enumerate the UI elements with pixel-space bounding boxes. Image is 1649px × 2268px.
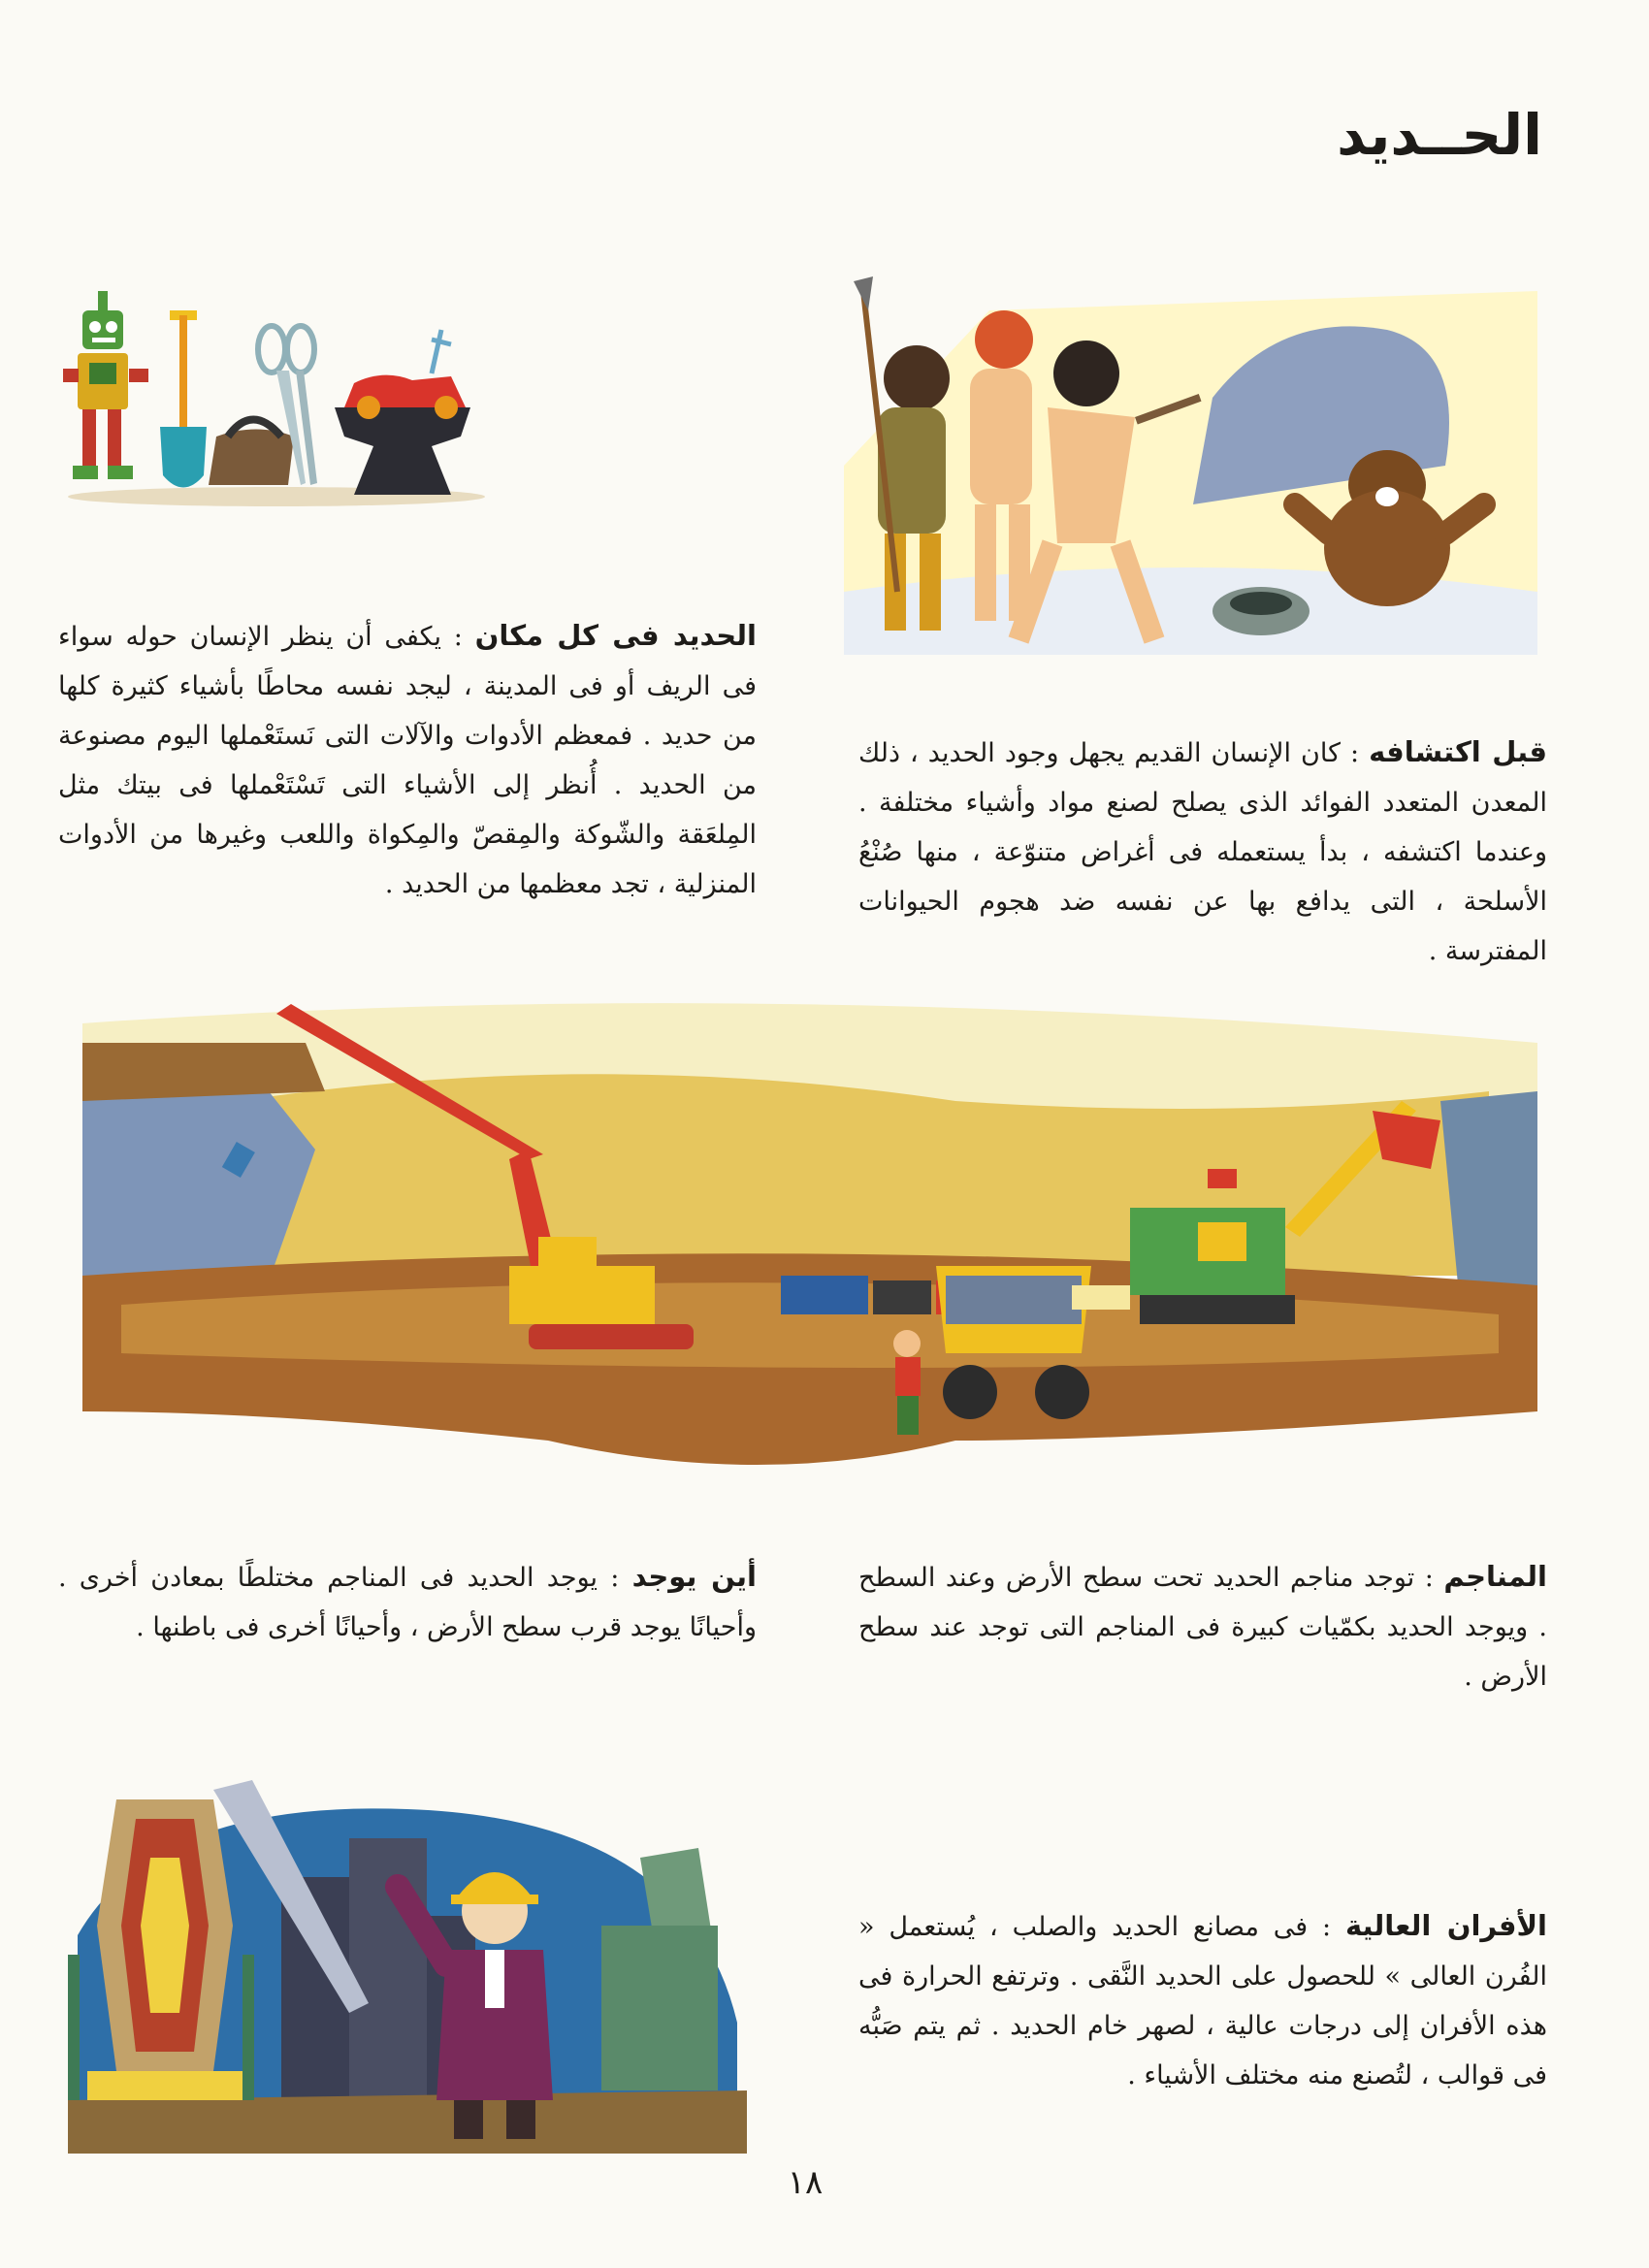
section-mines xyxy=(858,1552,1547,1701)
section-where-found-body: : يوجد الحديد فى المناجم مختلطًا بمعادن أخرى . وأحيانًا يوجد قرب سطح الأرض ، وأحيانًا أخرى فى باطنها . xyxy=(58,1563,757,1642)
small-truck-icon xyxy=(1072,1285,1130,1310)
blast-furnace-illustration xyxy=(58,1780,757,2154)
stone-pot-icon xyxy=(1212,587,1310,635)
page-number: ١٨ xyxy=(787,2163,824,2202)
toy-car-icon xyxy=(344,330,466,419)
tools-illustration xyxy=(63,291,490,514)
page-title: الحــديد xyxy=(1337,102,1542,168)
flat-iron-icon xyxy=(209,420,294,486)
section-before-discovery-body: : كان الإنسان القديم يجهل وجود الحديد ، ذلك المعدن المتعدد الفوائد الذى يصلح لصنع مواد وأشياء مختلفة . وعندما اكتشفه ، بدأ يستعمله فى أغراض متنوّعة ، منها صُنْعُ الأسلحة ، التى يدافع بها عن نفسه ضد هجوم الحيوانات المفترسة . xyxy=(858,738,1547,966)
section-where-found-heading: أين يوجد xyxy=(631,1560,757,1593)
miner-icon xyxy=(893,1330,921,1435)
section-where-found xyxy=(58,1552,757,1652)
section-everywhere-body: : يكفى أن ينظر الإنسان حوله سواء فى الريف أو فى المدينة ، ليجد نفسه محاطًا بأشياء كثيرة كلها من حديد . فمعظم الأدوات والآلات التى نَستَعْملها اليوم مصنوعة من الحديد . أُنظر إلى الأشياء التى تَسْتَعْملها فى بيتك مثل المِلعَقة والشّوكة والمِقصّ والمِكواة واللعب وغيرها من الأدوات المنزلية ، تجد معظمها من الحديد . xyxy=(58,622,757,899)
section-blast-furnaces-heading: الأفران العالية xyxy=(1344,1909,1547,1942)
section-mines-heading: المناجم xyxy=(1443,1560,1547,1593)
open-pit-mine-illustration xyxy=(82,985,1537,1494)
shovel-icon xyxy=(160,310,207,488)
cavemen-illustration xyxy=(844,272,1537,655)
section-everywhere xyxy=(58,611,757,909)
section-before-discovery xyxy=(858,728,1547,976)
section-blast-furnaces xyxy=(858,1901,1547,2100)
section-blast-furnaces-body: : فى مصانع الحديد والصلب ، يُستعمل « الفُرن العالى » للحصول على الحديد النَّقى . وترتفع الحرارة فى هذه الأفران إلى درجات عالية ، لصهر خام الحديد . ثم يتم صَبُّه فى قوالب ، لتُصنع منه مختلف الأشياء . xyxy=(858,1912,1547,2090)
section-mines-body: : توجد مناجم الحديد تحت سطح الأرض وعند السطح . ويوجد الحديد بكمّيات كبيرة فى المناجم التى توجد عند سطح الأرض . xyxy=(858,1563,1547,1692)
anvil-icon xyxy=(335,407,470,495)
section-before-discovery-heading: قبل اكتشافه xyxy=(1369,735,1547,768)
section-everywhere-heading: الحديد فى كل مكان xyxy=(474,619,758,652)
robot-toy-icon xyxy=(63,291,148,479)
